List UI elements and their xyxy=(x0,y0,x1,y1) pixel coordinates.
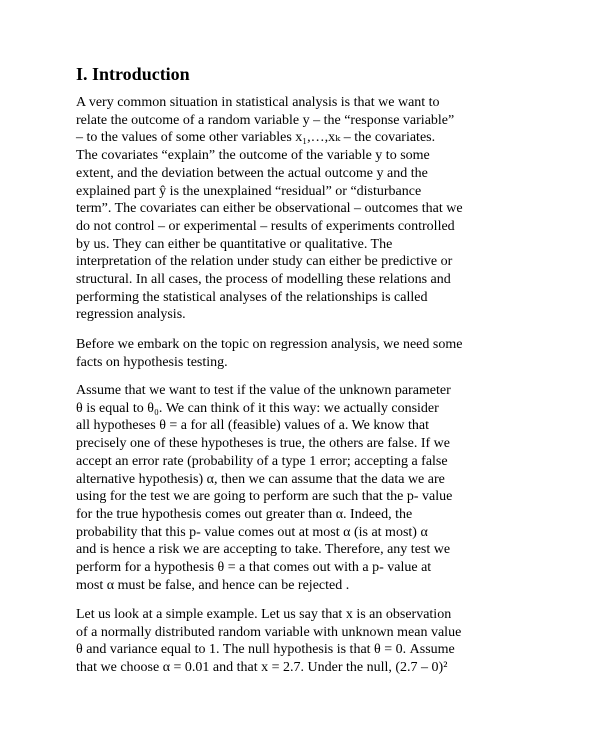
text-line: and is hence a risk we are accepting to take. Therefore, any test we xyxy=(76,542,451,558)
text-line: facts on hypothesis testing. xyxy=(76,354,228,370)
text-line: Before we embark on the topic on regression analysis, we need some xyxy=(76,337,463,352)
text-line: alternative hypothesis) α, then we can assume that the data we are xyxy=(76,471,445,487)
text-line: using for the test we are going to perform are such that the p- value xyxy=(76,489,453,505)
text-line: do not control – or experimental – results of experiments controlled xyxy=(76,218,455,234)
text-line: regression analysis. xyxy=(76,307,186,323)
text-line: by us. They can either be quantitative or qualitative. The xyxy=(76,236,393,252)
text-line: θ and variance equal to 1. The null hypothesis is that θ = 0. Assume xyxy=(76,642,455,658)
paragraph-example xyxy=(76,606,528,677)
text-line: Assume that we want to test if the value of the unknown parameter xyxy=(76,383,451,398)
text-line: The covariates “explain” the outcome of the variable y to some xyxy=(76,148,430,164)
text-line: for the true hypothesis comes out greater than α. Indeed, the xyxy=(76,506,413,522)
text-line: structural. In all cases, the process of modelling these relations and xyxy=(76,272,451,288)
text-line: extent, and the deviation between the actual outcome y and the xyxy=(76,165,428,181)
text-line: probability that this p- value comes out at most α (is at most) α xyxy=(76,524,428,540)
text-line: – to the values of some other variables x₁,…,xₖ – the covariates. xyxy=(76,130,436,146)
paragraph-embark xyxy=(76,336,528,371)
text-line: most α must be false, and hence can be rejected . xyxy=(76,577,350,593)
text-line: interpretation of the relation under study can either be predictive or xyxy=(76,254,453,270)
text-line: accept an error rate (probability of a type 1 error; accepting a false xyxy=(76,453,448,469)
text-line: that we choose α = 0.01 and that x = 2.7. Under the null, (2.7 – 0)² xyxy=(76,660,448,676)
text-line: perform for a hypothesis θ = a that comes out with a p- value at xyxy=(76,560,432,576)
section-heading: I. Introduction xyxy=(76,64,190,84)
text-line: term”. The covariates can either be observational – outcomes that we xyxy=(76,201,463,217)
text-line: precisely one of these hypotheses is true, the others are false. If we xyxy=(76,436,450,452)
text-line: relate the outcome of a random variable y – the “response variable” xyxy=(76,112,455,128)
paragraph-hypothesis xyxy=(76,382,528,594)
text-line: all hypotheses θ = a for all (feasible) values of a. We know that xyxy=(76,418,429,434)
paragraph-introduction xyxy=(76,94,528,324)
text-line: A very common situation in statistical analysis is that we want to xyxy=(76,95,440,110)
text-line: explained part ŷ is the unexplained “residual” or “disturbance xyxy=(76,183,422,199)
text-line: of a normally distributed random variable with unknown mean value xyxy=(76,624,462,640)
text-line: performing the statistical analyses of the relationships is called xyxy=(76,289,428,305)
text-line: Let us look at a simple example. Let us say that x is an observation xyxy=(76,607,452,622)
text-line: θ is equal to θ₀. We can think of it this way: we actually consider xyxy=(76,400,439,416)
